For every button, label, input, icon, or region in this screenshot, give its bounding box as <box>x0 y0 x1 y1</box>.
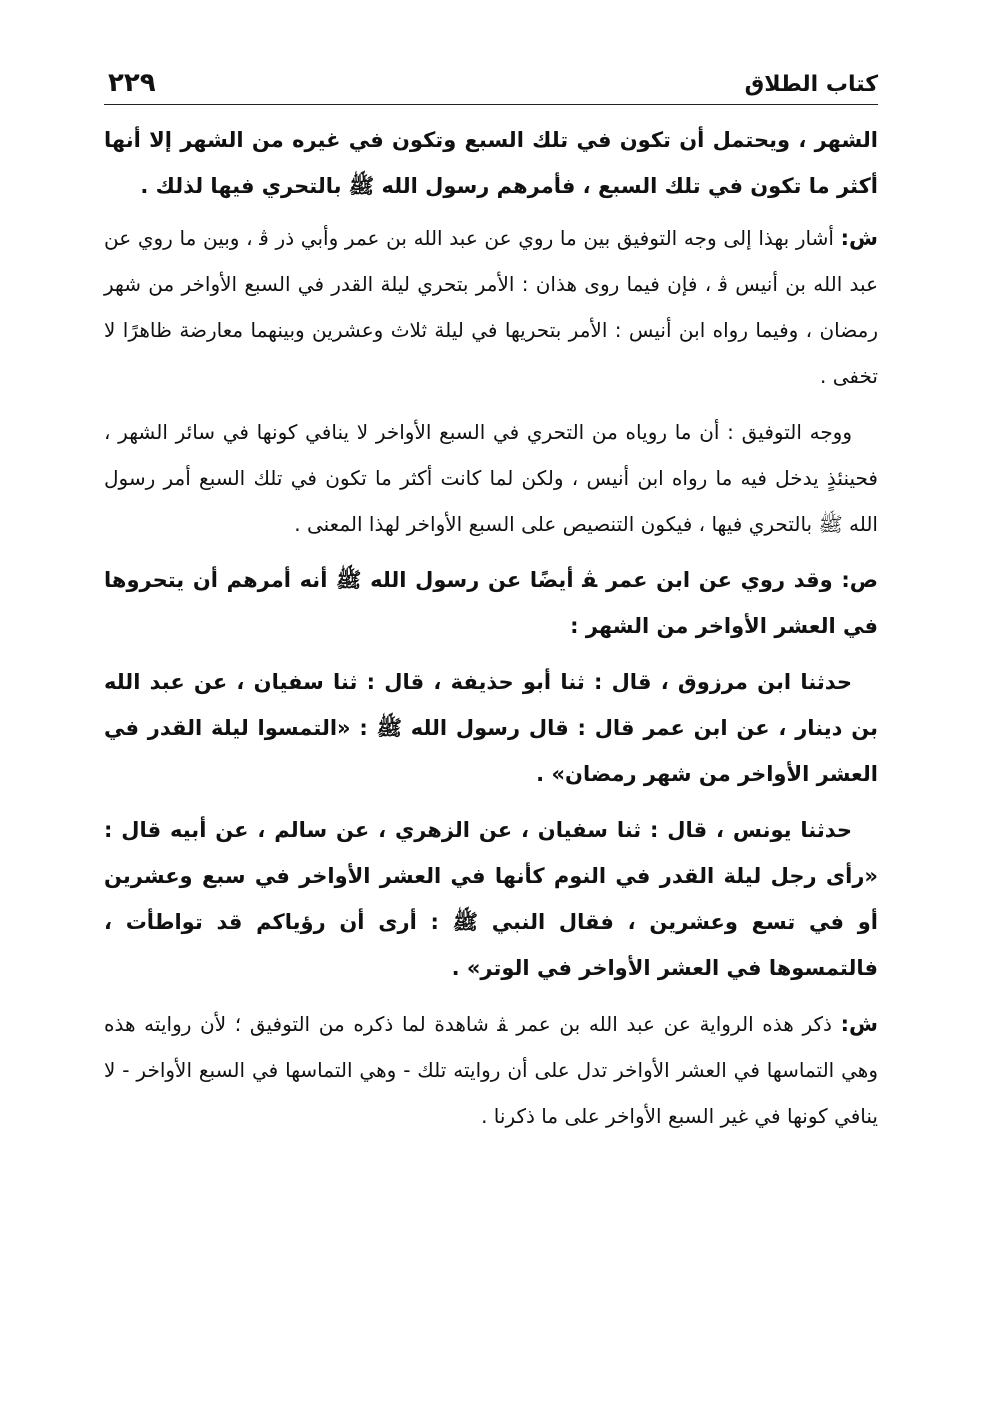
hadith-paragraph-1 <box>104 659 878 797</box>
paragraph-text: وقد روي عن ابن عمر ﭭ أيضًا عن رسول الله ﷺ أنه أمرهم أن يتحروها في العشر الأواخر من الشهر : <box>104 568 878 638</box>
sharh-paragraph-1 <box>104 215 878 399</box>
sharh-label: ش: <box>840 226 878 250</box>
matn-paragraph-2 <box>104 557 878 649</box>
sharh-paragraph-2 <box>104 409 878 547</box>
page-number: ٢٢٩ <box>108 68 156 98</box>
paragraph-text: حدثنا يونس ، قال : ثنا سفيان ، عن الزهري ، عن سالم ، عن أبيه قال : «رأى رجل ليلة القدر في النوم كأنها في العشر الأواخر في سبع وعشرين أو في تسع وعشرين ، فقال النبي ﷺ : أرى أن رؤياكم قد تواطأت ، فالتمسوها في العشر الأواخر في الوتر» . <box>104 818 878 980</box>
paragraph-text: ذكر هذه الرواية عن عبد الله بن عمر ﭭ شاهدة لما ذكره من التوفيق ؛ لأن روايته هذه وهي التماسها في العشر الأواخر تدل على أن روايته تلك - وهي التماسها في السبع الأواخر - لا ينافي كونها في غير السبع الأواخر على ما ذكرنا . <box>104 1012 878 1128</box>
paragraph-text: حدثنا ابن مرزوق ، قال : ثنا أبو حذيفة ، قال : ثنا سفيان ، عن عبد الله بن دينار ، عن ابن عمر قال : قال رسول الله ﷺ : «التمسوا ليلة القدر في العشر الأواخر من شهر رمضان» . <box>104 670 878 786</box>
matn-label: ص: <box>841 568 878 592</box>
page-header <box>104 58 878 105</box>
running-title: كتاب الطلاق <box>744 72 878 97</box>
hadith-paragraph-2 <box>104 807 878 991</box>
book-page <box>104 58 878 1378</box>
matn-paragraph-1 <box>104 117 878 209</box>
paragraph-text: أشار بهذا إلى وجه التوفيق بين ما روي عن عبد الله بن عمر وأبي ذر ﭬ ، وبين ما روي عن عبد الله بن أنيس ﭬ ، فإن فيما روى هذان : الأمر بتحري ليلة القدر في السبع الأواخر من شهر رمضان ، وفيما رواه ابن أنيس : الأمر بتحريها في ليلة ثلاث وعشرين وبينهما معارضة ظاهرًا لا تخفى . <box>104 226 878 388</box>
paragraph-text: ووجه التوفيق : أن ما روياه من التحري في السبع الأواخر لا ينافي كونها في سائر الشهر ، فحينئذٍ يدخل فيه ما رواه ابن أنيس ، ولكن لما كانت أكثر ما تكون في تلك السبع أمر رسول الله ﷺ بالتحري فيها ، فيكون التنصيص على السبع الأواخر لهذا المعنى . <box>104 420 878 536</box>
paragraph-text: الشهر ، ويحتمل أن تكون في تلك السبع وتكون في غيره من الشهر إلا أنها أكثر ما تكون في تلك السبع ، فأمرهم رسول الله ﷺ بالتحري فيها لذلك . <box>104 128 878 198</box>
sharh-paragraph-3 <box>104 1001 878 1139</box>
sharh-label: ش: <box>840 1012 878 1036</box>
